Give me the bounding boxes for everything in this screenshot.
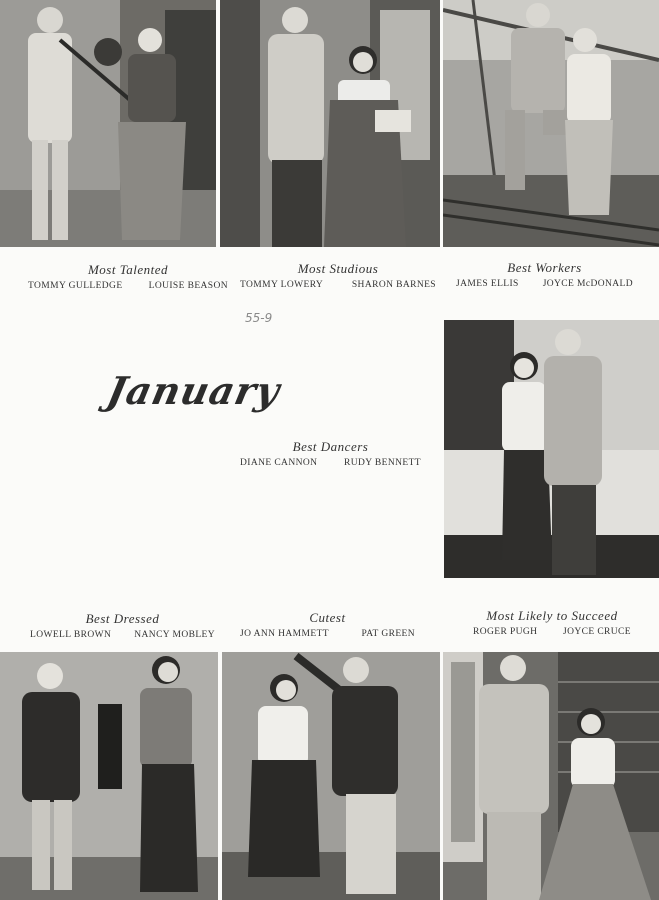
photo-best-dressed	[0, 652, 218, 900]
nominee-name: JO ANN HAMMETT	[240, 629, 329, 639]
nominee-name: ROGER PUGH	[473, 627, 538, 637]
photo-best-dancers	[444, 320, 659, 578]
photo-most-likely-to-succeed	[443, 652, 659, 900]
nominee-name: JOYCE CRUCE	[562, 627, 631, 637]
photo-best-workers	[443, 0, 659, 247]
caption-most-likely-to-succeed	[473, 608, 631, 637]
photo-most-studious	[220, 0, 440, 247]
nominee-name: LOWELL BROWN	[30, 630, 112, 640]
caption-best-dancers	[240, 439, 421, 468]
award-title: Most Studious	[297, 261, 379, 276]
caption-best-dressed	[30, 611, 215, 640]
award-title: Best Dancers	[292, 439, 369, 454]
caption-most-studious	[240, 261, 436, 290]
nominee-name: DIANE CANNON	[240, 458, 318, 468]
nominee-name: RUDY BENNETT	[343, 458, 421, 468]
nominee-name: JOYCE McDONALD	[542, 279, 633, 289]
award-title: Best Dressed	[85, 611, 160, 626]
caption-best-workers	[456, 260, 633, 289]
photo-most-talented	[0, 0, 216, 247]
award-title: Most Talented	[87, 262, 169, 277]
nominee-name: LOUISE BEASON	[148, 281, 228, 291]
award-title: Most Likely to Succeed	[486, 608, 618, 623]
photo-cutest	[222, 652, 440, 900]
nominee-name: NANCY MOBLEY	[134, 630, 215, 640]
award-title: Best Workers	[507, 260, 582, 275]
award-title: Cutest	[309, 610, 346, 625]
pencil-mark: 55-9	[245, 311, 273, 325]
caption-cutest	[240, 610, 415, 639]
nominee-name: TOMMY LOWERY	[240, 280, 324, 290]
nominee-name: JAMES ELLIS	[456, 279, 519, 289]
nominee-name: PAT GREEN	[361, 629, 415, 639]
month-title: January	[103, 368, 285, 413]
nominee-name: SHARON BARNES	[351, 280, 436, 290]
nominee-name: TOMMY GULLEDGE	[28, 281, 123, 291]
caption-most-talented	[28, 262, 228, 291]
